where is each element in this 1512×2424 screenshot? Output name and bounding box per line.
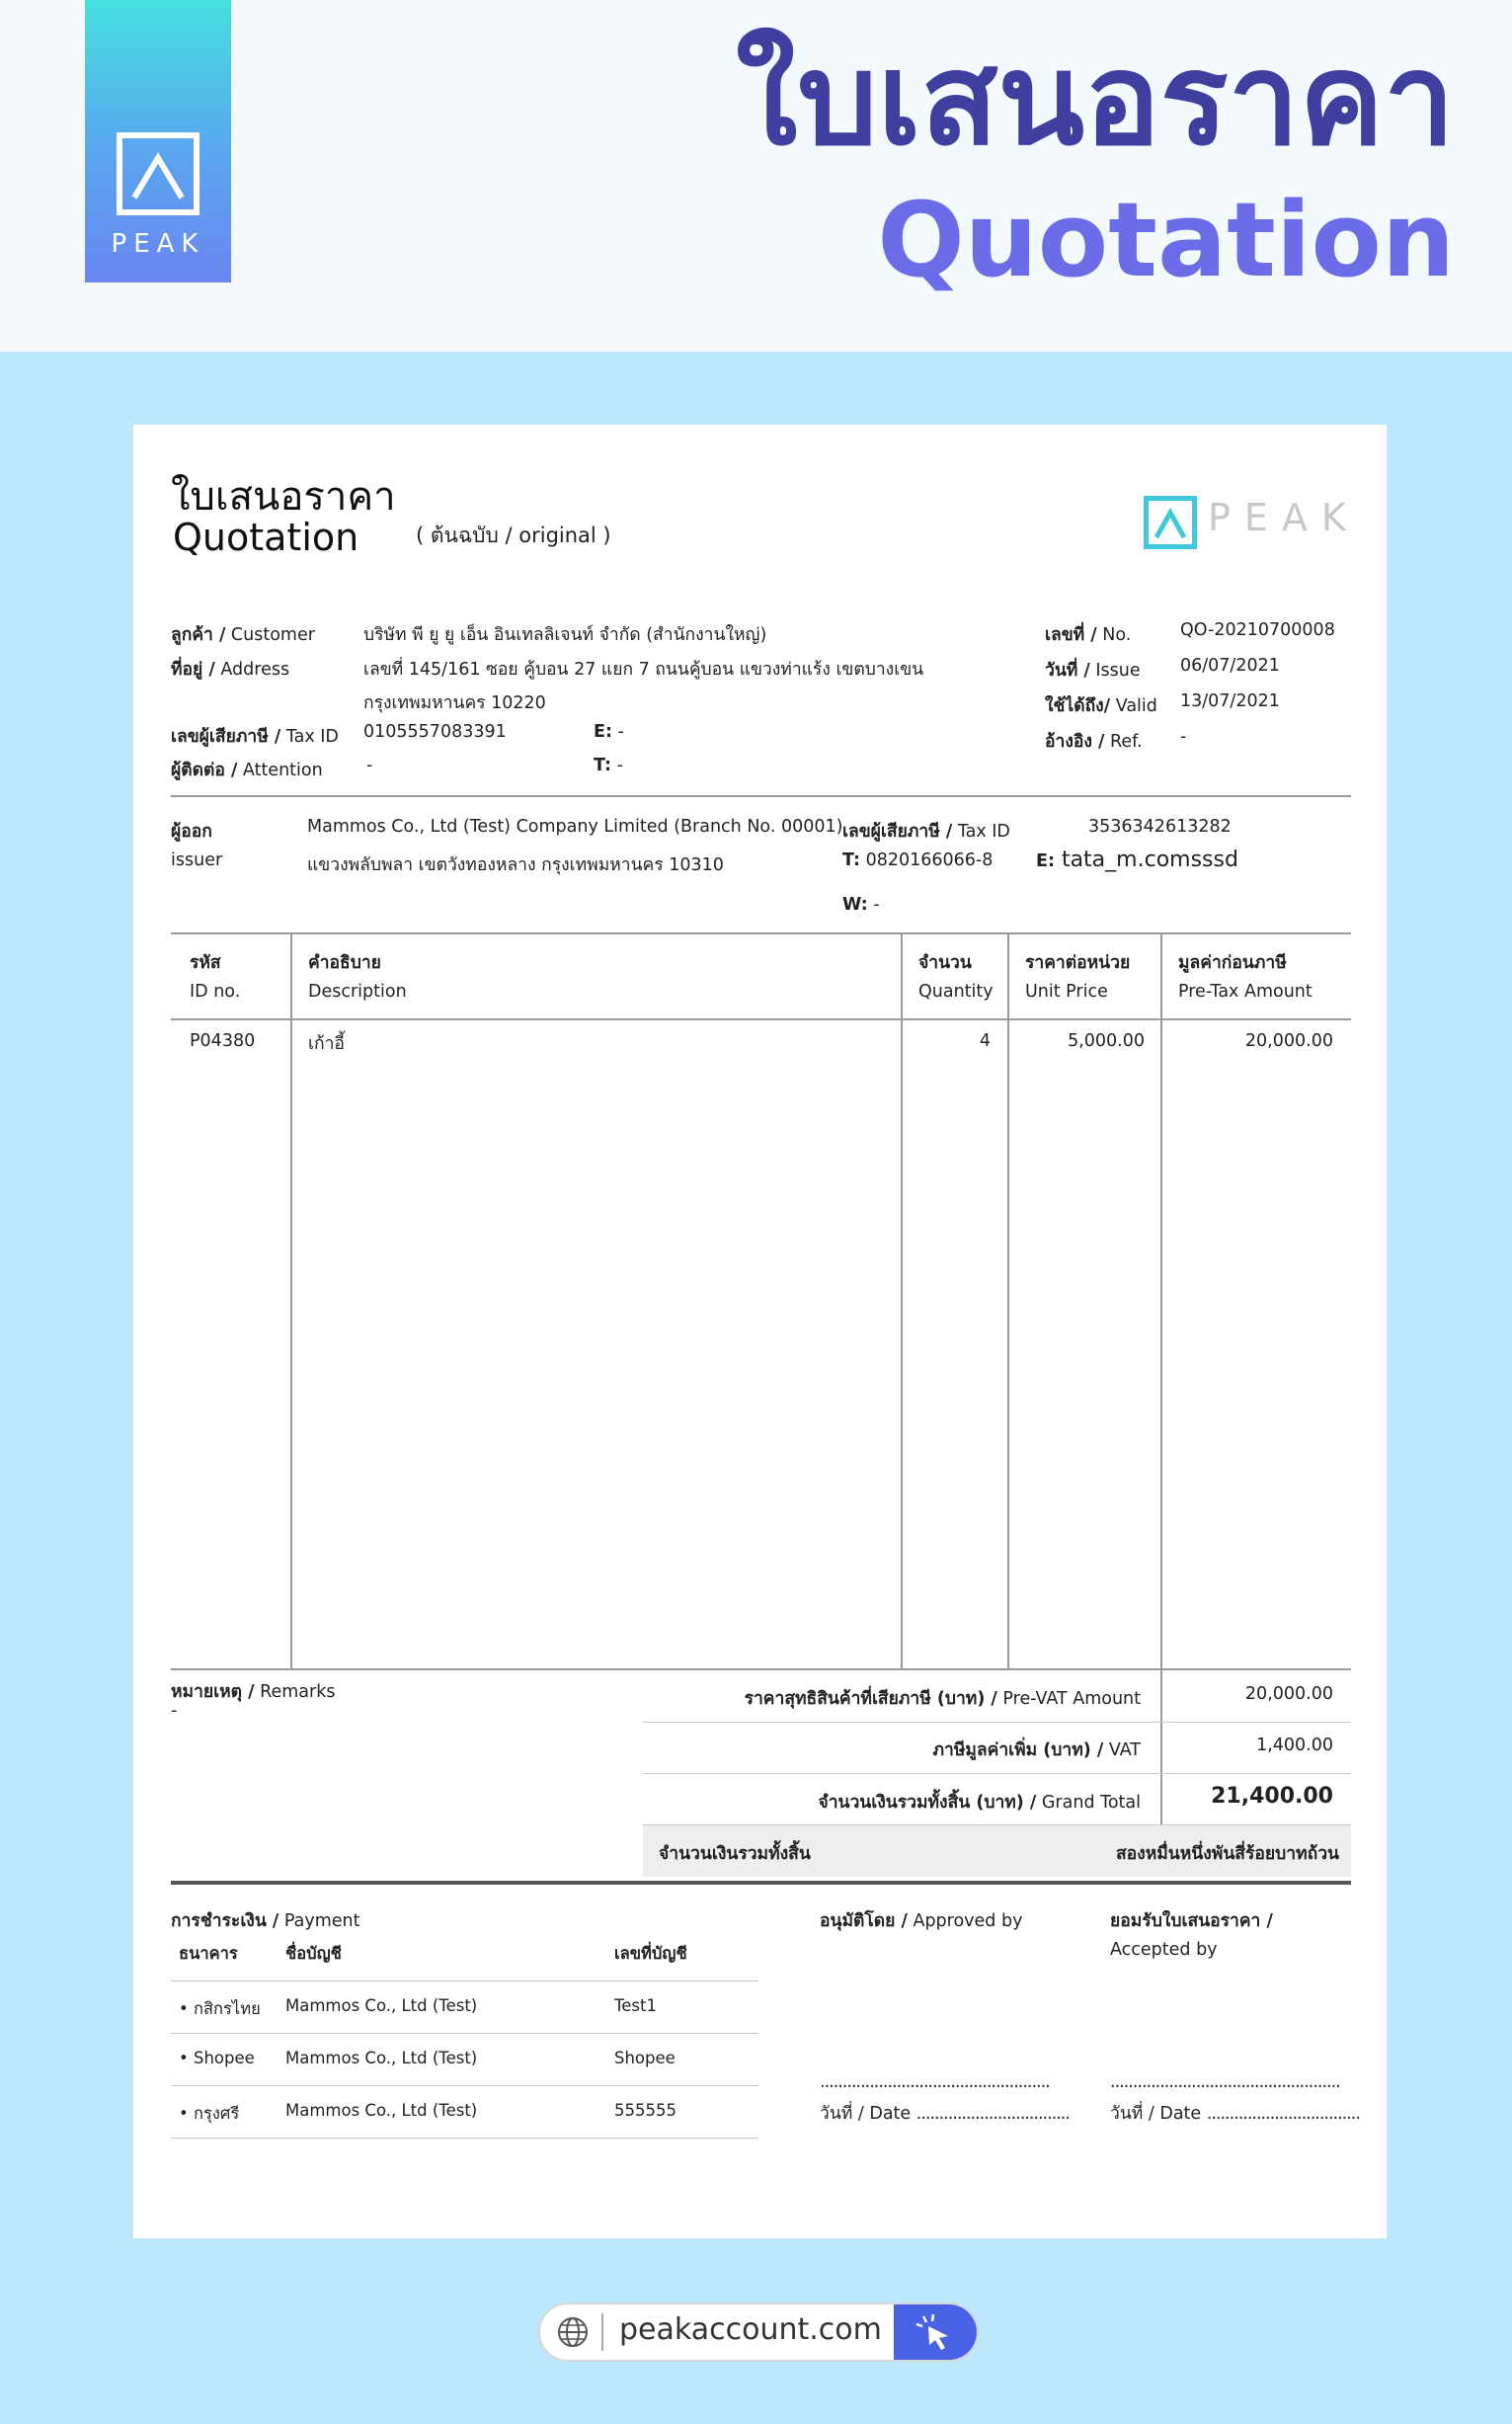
customer-email: E: -	[594, 722, 624, 742]
address-line-2: กรุงเทพมหานคร 10220	[363, 693, 546, 713]
doc-title-thai: ใบเสนอราคา	[171, 474, 396, 520]
row-unit-price: 5,000.00	[1068, 1031, 1145, 1051]
payment-account-name: Mammos Co., Ltd (Test)	[285, 1996, 478, 2015]
issuer-name: Mammos Co., Ltd (Test) Company Limited (Branch No. 00001)	[307, 817, 843, 837]
peak-logo-text: PEAK	[111, 229, 205, 259]
totals-row-border	[643, 1773, 1351, 1774]
issuer-taxid-value: 3536342613282	[1088, 817, 1232, 837]
prevat-label: ราคาสุทธิสินค้าที่เสียภาษี (บาท) / Pre-VAT Amount	[744, 1689, 1141, 1709]
peak-logo	[85, 0, 231, 283]
payment-col-account-name: ชื่อบัญชี	[285, 1944, 342, 1963]
doc-no-value: QO-20210700008	[1180, 620, 1335, 640]
accepted-by-label-thai: ยอมรับใบเสนอราคา /	[1110, 1911, 1273, 1931]
peak-logo-icon	[117, 132, 199, 215]
accepted-signature-line: ...................................................	[1110, 2072, 1340, 2092]
issuer-email: E: tata_m.comsssd	[1036, 848, 1238, 872]
payment-label: การชำระเงิน / Payment	[171, 1911, 360, 1931]
customer-label: ลูกค้า / Customer	[171, 625, 315, 645]
payment-account-name: Mammos Co., Ltd (Test)	[285, 2101, 478, 2120]
payment-row-border	[171, 2033, 758, 2034]
customer-value: บริษัท พี ยู ยู เอ็น อินเทลลิเจนท์ จำกัด (สำนักงานใหญ่)	[363, 625, 767, 645]
remarks-value: -	[171, 1701, 178, 1721]
website-text: peakaccount.com	[619, 2312, 882, 2347]
pill-separator	[601, 2313, 603, 2351]
valid-date-value: 13/07/2021	[1180, 691, 1280, 711]
prevat-value: 20,000.00	[1244, 1684, 1333, 1704]
attention-value: -	[366, 756, 373, 775]
table-header-border	[171, 1018, 1351, 1020]
row-id: P04380	[190, 1031, 256, 1051]
payment-row-border	[171, 1980, 758, 1981]
website-link[interactable]	[538, 2303, 979, 2362]
vat-label: ภาษีมูลค่าเพิ่ม (บาท) / VAT	[932, 1740, 1141, 1760]
grand-total-label: จำนวนเงินรวมทั้งสิ้น (บาท) / Grand Total	[818, 1793, 1141, 1813]
remarks-label: หมายเหตุ / Remarks	[171, 1682, 336, 1702]
col-header-description-thai: คำอธิบาย	[308, 953, 381, 973]
doc-no-label: เลขที่ / No.	[1045, 625, 1132, 645]
peak-logo-small-icon	[1144, 496, 1197, 549]
click-cursor-icon	[914, 2312, 957, 2352]
row-amount: 20,000.00	[1244, 1031, 1333, 1051]
payment-bank: • Shopee	[179, 2049, 255, 2067]
divider	[171, 795, 1351, 797]
col-header-amount-english: Pre-Tax Amount	[1178, 982, 1313, 1002]
customer-taxid-label: เลขผู้เสียภาษี / Tax ID	[171, 727, 339, 747]
approved-date: วันที่ / Date ..................................	[820, 2104, 1070, 2124]
customer-taxid-value: 0105557083391	[363, 722, 507, 742]
ref-value: -	[1180, 727, 1187, 747]
payment-account-number: Test1	[614, 1996, 657, 2015]
doc-copy-label: ( ต้นฉบับ / original )	[416, 524, 611, 547]
quotation-document	[133, 425, 1387, 2238]
grand-total-value: 21,400.00	[1211, 1784, 1333, 1809]
amount-in-words-label: จำนวนเงินรวมทั้งสิ้น	[659, 1844, 811, 1864]
col-header-quantity-english: Quantity	[918, 982, 994, 1002]
table-top-border	[171, 932, 1351, 934]
vat-value: 1,400.00	[1256, 1736, 1333, 1755]
issuer-address: แขวงพลับพลา เขตวังทองหลาง กรุงเทพมหานคร 10310	[307, 855, 724, 875]
address-line-1: เลขที่ 145/161 ซอย คู้บอน 27 แยก 7 ถนนคู้บอน แขวงท่าแร้ง เขตบางเขน	[363, 660, 924, 680]
globe-icon	[556, 2315, 590, 2349]
payment-account-number: Shopee	[614, 2049, 676, 2067]
issuer-label-thai: ผู้ออก	[171, 822, 212, 842]
col-header-quantity-thai: จำนวน	[918, 953, 972, 973]
doc-title-english: Quotation	[173, 516, 359, 559]
col-header-id-thai: รหัส	[190, 953, 221, 973]
attention-label: ผู้ติดต่อ / Attention	[171, 761, 323, 780]
issuer-tel: T: 0820166066-8	[842, 850, 994, 870]
hero-title-english: Quotation	[877, 180, 1455, 300]
hero-title-thai: ใบเสนอราคา	[735, 27, 1455, 174]
col-header-unit-price-thai: ราคาต่อหน่วย	[1025, 953, 1131, 973]
ref-label: อ้างอิง / Ref.	[1045, 732, 1143, 752]
payment-bank: • กรุงศรี	[179, 2104, 240, 2123]
pill-cursor-area	[894, 2304, 977, 2360]
issue-date-value: 06/07/2021	[1180, 656, 1280, 676]
payment-bank: • กสิกรไทย	[179, 1999, 261, 2018]
peak-logo-small-text: PEAK	[1208, 496, 1360, 539]
accepted-date: วันที่ / Date ..................................	[1110, 2104, 1360, 2124]
customer-tel: T: -	[594, 756, 623, 775]
issuer-taxid-label: เลขผู้เสียภาษี / Tax ID	[842, 822, 1010, 842]
table-col-divider	[290, 932, 292, 1670]
payment-col-bank: ธนาคาร	[179, 1944, 238, 1963]
payment-row-border	[171, 2138, 758, 2139]
address-label: ที่อยู่ / Address	[171, 660, 290, 680]
col-header-amount-thai: มูลค่าก่อนภาษี	[1178, 953, 1287, 973]
issuer-web: W: -	[842, 895, 880, 915]
payment-row-border	[171, 2085, 758, 2086]
amount-in-words-value: สองหมื่นหนึ่งพันสี่ร้อยบาทถ้วน	[1115, 1844, 1339, 1864]
issue-date-label: วันที่ / Issue	[1045, 661, 1141, 681]
col-header-id-english: ID no.	[190, 982, 241, 1002]
table-bottom-border	[171, 1668, 1351, 1670]
payment-col-account-number: เลขที่บัญชี	[614, 1944, 687, 1963]
totals-row-border	[643, 1722, 1351, 1723]
payment-account-name: Mammos Co., Ltd (Test)	[285, 2049, 478, 2067]
approved-signature-line: ...................................................	[820, 2072, 1050, 2092]
col-header-unit-price-english: Unit Price	[1025, 982, 1108, 1002]
col-header-description-english: Description	[308, 982, 407, 1002]
approved-by-label: อนุมัติโดย / Approved by	[820, 1911, 1023, 1931]
row-description: เก้าอี้	[308, 1034, 345, 1054]
section-divider	[171, 1881, 1351, 1885]
row-quantity: 4	[979, 1031, 991, 1051]
valid-date-label: ใช้ได้ถึง/ Valid	[1045, 696, 1157, 716]
issuer-label-english: issuer	[171, 850, 223, 870]
accepted-by-label-english: Accepted by	[1110, 1940, 1218, 1960]
payment-account-number: 555555	[614, 2101, 676, 2120]
